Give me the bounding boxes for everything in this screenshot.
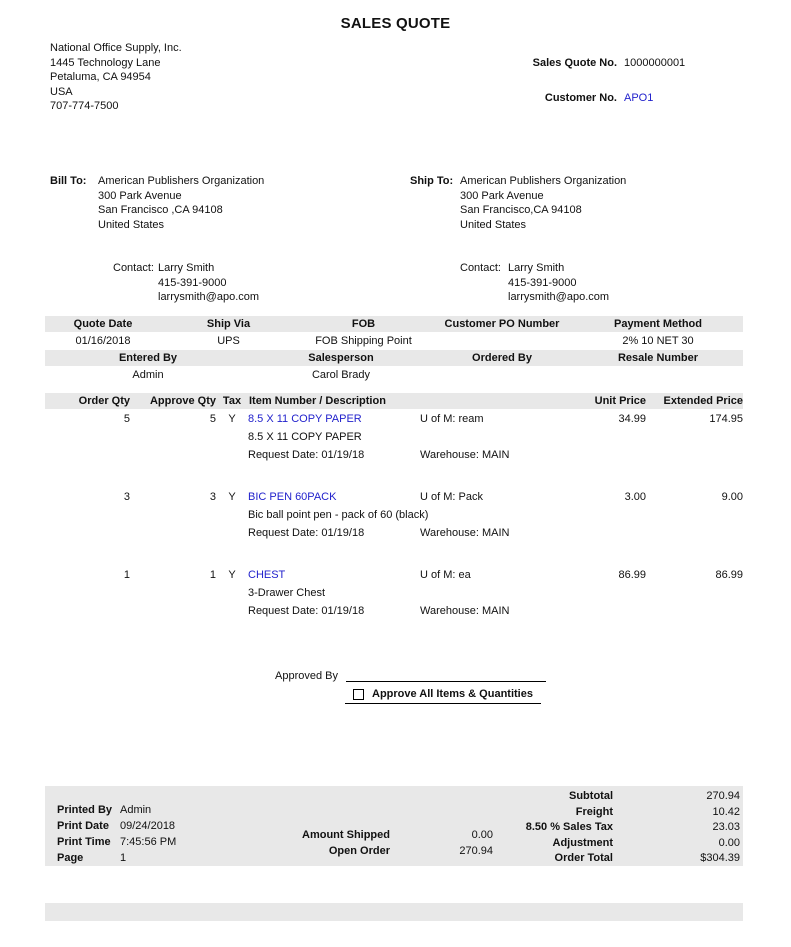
entered-by-value: Admin: [132, 369, 164, 381]
print-time-row: [57, 834, 176, 850]
company-info: [50, 41, 182, 114]
tax-flag: Y: [228, 413, 236, 425]
approve-qty: 5: [209, 413, 216, 425]
sales-tax-label: 8.50 % Sales Tax: [525, 821, 613, 833]
bill-to-address: [98, 174, 264, 232]
bill-contact-phone: 415-391-9000: [158, 276, 227, 289]
unit-price-header: Unit Price: [594, 395, 646, 407]
customer-no-label: Customer No.: [544, 92, 617, 104]
fob-header: FOB: [351, 318, 376, 330]
quote-info-table: [45, 316, 743, 384]
approve-all-row: [345, 686, 541, 704]
approved-by-row: [275, 670, 546, 682]
ship-to-line: American Publishers Organization: [460, 175, 627, 187]
line-item-detail-row: [45, 446, 743, 464]
ship-via-value: UPS: [217, 335, 240, 347]
printed-by-value: Admin: [120, 804, 152, 816]
unit-price: 34.99: [618, 413, 646, 425]
line-item: [45, 410, 743, 464]
item-number-link[interactable]: CHEST: [248, 569, 286, 581]
ship-contact-name: Larry Smith: [508, 262, 565, 274]
company-address-line2: Petaluma, CA 94954: [50, 71, 151, 83]
subtotal-row: [463, 789, 740, 805]
order-total-row: [463, 851, 740, 867]
item-number-link[interactable]: 8.5 X 11 COPY PAPER: [248, 413, 362, 425]
approve-all-checkbox[interactable]: [353, 689, 364, 700]
amount-shipped-value: 0.00: [471, 829, 493, 841]
open-order-value: 270.94: [459, 844, 493, 857]
ship-contact-label: Contact:: [460, 262, 501, 274]
quote-date-header: Quote Date: [73, 318, 133, 330]
tax-flag: Y: [228, 491, 236, 503]
summary-footer: [45, 786, 743, 866]
extended-price-header: Extended Price: [663, 395, 743, 407]
order-qty: 3: [123, 491, 130, 503]
line-item-detail-row: [45, 602, 743, 620]
order-qty: 5: [123, 413, 130, 425]
subtotal-value: 270.94: [706, 790, 740, 802]
print-date-label: Print Date: [57, 820, 109, 832]
adjustment-value: 0.00: [718, 836, 740, 849]
tax-flag: Y: [228, 569, 236, 581]
freight-value: 10.42: [712, 805, 740, 818]
entered-by-header: Entered By: [118, 352, 178, 364]
sales-tax-row: [463, 820, 740, 836]
item-description: 3-Drawer Chest: [248, 587, 326, 599]
quote-date-value: 01/16/2018: [75, 335, 131, 347]
extended-price: 174.95: [709, 413, 743, 425]
line-item: [45, 566, 743, 620]
approve-qty: 3: [209, 491, 216, 503]
extended-price: 86.99: [715, 569, 743, 581]
page-row: [57, 850, 176, 866]
amount-shipped-row: [250, 828, 493, 844]
ship-contact-lines: [508, 261, 609, 305]
freight-row: [463, 805, 740, 821]
salesperson-header: Salesperson: [308, 352, 374, 364]
info-value-row-2: [45, 366, 743, 384]
page-title: SALES QUOTE: [340, 15, 451, 32]
page-label: Page: [57, 852, 84, 864]
adjustment-row: [463, 836, 740, 852]
request-date: Request Date: 01/19/18: [248, 527, 365, 539]
bill-to-line: American Publishers Organization: [98, 175, 265, 187]
line-items-list: [45, 410, 743, 644]
unit-of-measure: U of M: ream: [420, 413, 484, 425]
ship-to-line: 300 Park Avenue: [460, 189, 544, 202]
amount-shipped-label: Amount Shipped: [302, 829, 390, 841]
info-header-row-2: [45, 350, 743, 366]
resale-number-header: Resale Number: [617, 352, 699, 364]
tax-header: Tax: [222, 395, 242, 407]
open-order-row: [250, 844, 493, 860]
shipment-summary-block: [250, 828, 493, 859]
ship-to-contact: [460, 261, 609, 305]
request-date: Request Date: 01/19/18: [248, 605, 365, 617]
ship-to-address: [460, 174, 626, 232]
line-item-main-row: [45, 410, 743, 428]
company-phone: 707-774-7500: [50, 100, 119, 112]
page-value: 1: [120, 852, 127, 864]
bill-contact-label: Contact:: [113, 262, 154, 274]
approve-qty: 1: [209, 569, 216, 581]
unit-price: 3.00: [624, 491, 646, 503]
print-info-block: [57, 802, 176, 866]
ship-via-header: Ship Via: [206, 318, 251, 330]
line-item-main-row: [45, 488, 743, 506]
bill-to-line: San Francisco ,CA 94108: [98, 204, 223, 216]
customer-no-link[interactable]: APO1: [624, 92, 654, 104]
bill-contact-lines: [158, 261, 259, 305]
order-total-value: $304.39: [700, 852, 740, 864]
company-country: USA: [50, 85, 73, 98]
bill-to-label: Bill To:: [50, 175, 87, 187]
line-item-main-row: [45, 566, 743, 584]
footer-bar: [45, 903, 743, 921]
order-qty: 1: [123, 569, 130, 581]
bill-to-contact: [113, 261, 259, 305]
order-total-label: Order Total: [554, 852, 613, 864]
salesperson-value: Carol Brady: [311, 369, 371, 381]
company-name: National Office Supply, Inc.: [50, 42, 182, 54]
warehouse: Warehouse: MAIN: [420, 527, 510, 539]
order-qty-header: Order Qty: [78, 395, 130, 407]
line-item: [45, 488, 743, 542]
ship-to-label: Ship To:: [410, 175, 454, 187]
approve-all-label: Approve All Items & Quantities: [372, 688, 533, 700]
bill-contact-email: larrysmith@apo.com: [158, 291, 260, 303]
fob-value: FOB Shipping Point: [315, 335, 412, 347]
freight-label: Freight: [575, 805, 613, 818]
unit-of-measure: U of M: ea: [420, 569, 471, 581]
printed-by-label: Printed By: [57, 804, 113, 816]
open-order-label: Open Order: [328, 844, 390, 857]
resale-number-value: [573, 366, 743, 384]
ordered-by-header: Ordered By: [472, 352, 532, 364]
approved-by-label: Approved By: [275, 670, 338, 682]
totals-block: [463, 789, 740, 867]
extended-price: 9.00: [721, 491, 743, 503]
print-date-row: [57, 818, 176, 834]
adjustment-label: Adjustment: [552, 836, 613, 849]
unit-price: 86.99: [618, 569, 646, 581]
request-date: Request Date: 01/19/18: [248, 449, 365, 461]
bill-to-line: 300 Park Avenue: [98, 189, 182, 202]
sales-quote-no-value: 1000000001: [624, 57, 686, 69]
customer-po-header: Customer PO Number: [444, 318, 560, 330]
info-value-row-1: [45, 332, 743, 350]
ship-to-line: San Francisco,CA 94108: [460, 204, 582, 216]
payment-method-value: 2% 10 NET 30: [622, 335, 694, 347]
info-header-row-1: [45, 316, 743, 332]
printed-by-row: [57, 802, 176, 818]
print-time-label: Print Time: [57, 836, 111, 848]
company-address-line1: 1445 Technology Lane: [50, 56, 161, 69]
print-date-value: 09/24/2018: [120, 820, 176, 832]
customer-number-row: [470, 92, 686, 104]
approve-qty-header: Approve Qty: [149, 395, 216, 407]
item-number-description-header: Item Number / Description: [249, 395, 386, 407]
signature-line: [346, 670, 546, 682]
bill-to-block: [50, 174, 264, 232]
sales-quote-no-label: Sales Quote No.: [532, 57, 617, 69]
ship-to-block: [410, 174, 626, 232]
ship-contact-email: larrysmith@apo.com: [508, 291, 610, 303]
ordered-by-value: [431, 366, 573, 384]
warehouse: Warehouse: MAIN: [420, 605, 510, 617]
ship-contact-phone: 415-391-9000: [508, 276, 577, 289]
sales-quote-number-row: [470, 57, 686, 69]
unit-of-measure: U of M: Pack: [420, 491, 483, 503]
subtotal-label: Subtotal: [569, 790, 613, 802]
item-description: Bic ball point pen - pack of 60 (black): [248, 509, 429, 521]
sales-tax-value: 23.03: [712, 821, 740, 833]
line-items-header: [45, 393, 743, 409]
bill-to-line: United States: [98, 218, 165, 231]
bill-contact-name: Larry Smith: [158, 262, 215, 274]
item-number-link[interactable]: BIC PEN 60PACK: [248, 491, 337, 503]
warehouse: Warehouse: MAIN: [420, 449, 510, 461]
payment-method-header: Payment Method: [613, 318, 702, 330]
ship-to-line: United States: [460, 218, 527, 231]
item-description: 8.5 X 11 COPY PAPER: [248, 431, 362, 443]
line-item-detail-row: [45, 524, 743, 542]
print-time-value: 7:45:56 PM: [120, 836, 177, 848]
customer-po-value: [431, 332, 573, 350]
